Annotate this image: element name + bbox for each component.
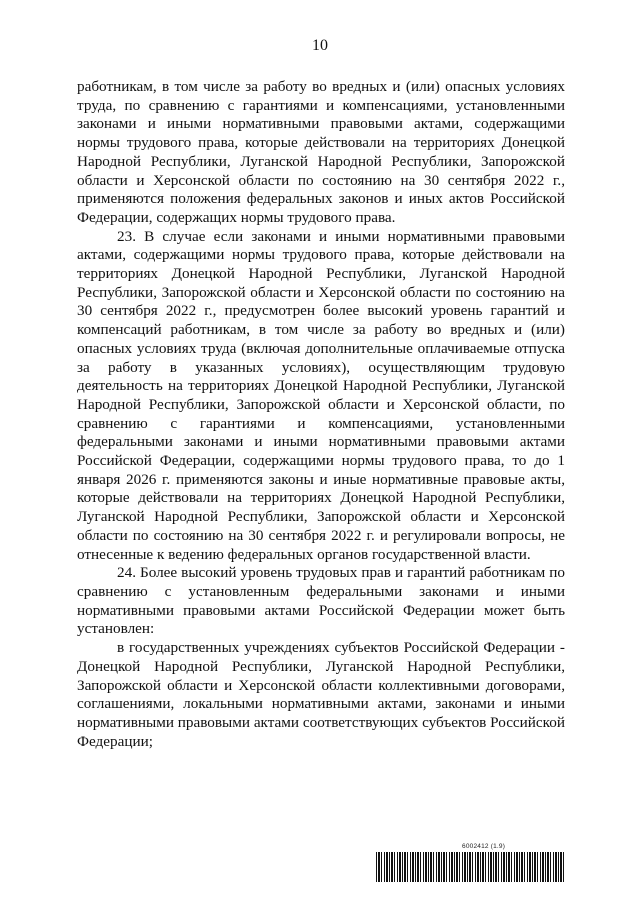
document-body — [77, 78, 565, 751]
paragraph-continuation: работникам, в том числе за работу во вредных и (или) опасных условиях труда, по сравнению с гарантиями и компенсациями, установленными законами и иными нормативными правовыми актами, содержащими нормы трудового права, которые действовали на территориях Донецкой Народной Республики, Луганской Народной Республики, Запорожской области и Херсонской области по состоянию на 30 сентября 2022 г., применяются положения федеральных законов и иных актов Российской Федерации, содержащих нормы трудового права. — [77, 78, 565, 226]
paragraph-item-24: 24. Более высокий уровень трудовых прав и гарантий работникам по сравнению с установленным федеральными законами и иными нормативными правовыми актами Российской Федерации может быть установлен: — [77, 564, 565, 638]
paragraph-item-23: 23. В случае если законами и иными нормативными правовыми актами, содержащими нормы трудового права, которые действовали на территориях Донецкой Народной Республики, Луганской Народной Республики, Запорожской области и Херсонской области по состоянию на 30 сентября 2022 г., предусмотрен более высокий уровень гарантий и компенсаций работникам, в том числе за работу во вредных и (или) опасных условиях труда (включая дополнительные оплачиваемые отпуска за работу в указанных условиях), осуществляющим трудовую деятельность на территориях Донецкой Народной Республики, Луганской Народной Республики, Запорожской области и Херсонской области, по сравнению с гарантиями и компенсациями, установленными федеральными законами и иными нормативными правовыми актами Российской Федерации, содержащими нормы трудового права, то до 1 января 2026 г. применяются законы и иные нормативные правовые акты, которые действовали на территориях Донецкой Народной Республики, Луганской Народной Республики, Запорожской области и Херсонской области по состоянию на 30 сентября 2022 г. и регулировали вопросы, не отнесенные к ведению федеральных органов государственной власти. — [77, 227, 565, 563]
barcode-icon — [376, 852, 566, 882]
page-number: 10 — [312, 37, 328, 54]
paragraph-item-24-sub: в государственных учреждениях субъектов Российской Федерации - Донецкой Народной Республики, Луганской Народной Республики, Запорожской области и Херсонской области коллективными договорами, соглашениями, локальными нормативными актами, законами и иными нормативными правовыми актами соответствующих субъектов Российской Федерации; — [77, 639, 565, 750]
document-code: 6002412 (1.9) — [462, 843, 506, 850]
